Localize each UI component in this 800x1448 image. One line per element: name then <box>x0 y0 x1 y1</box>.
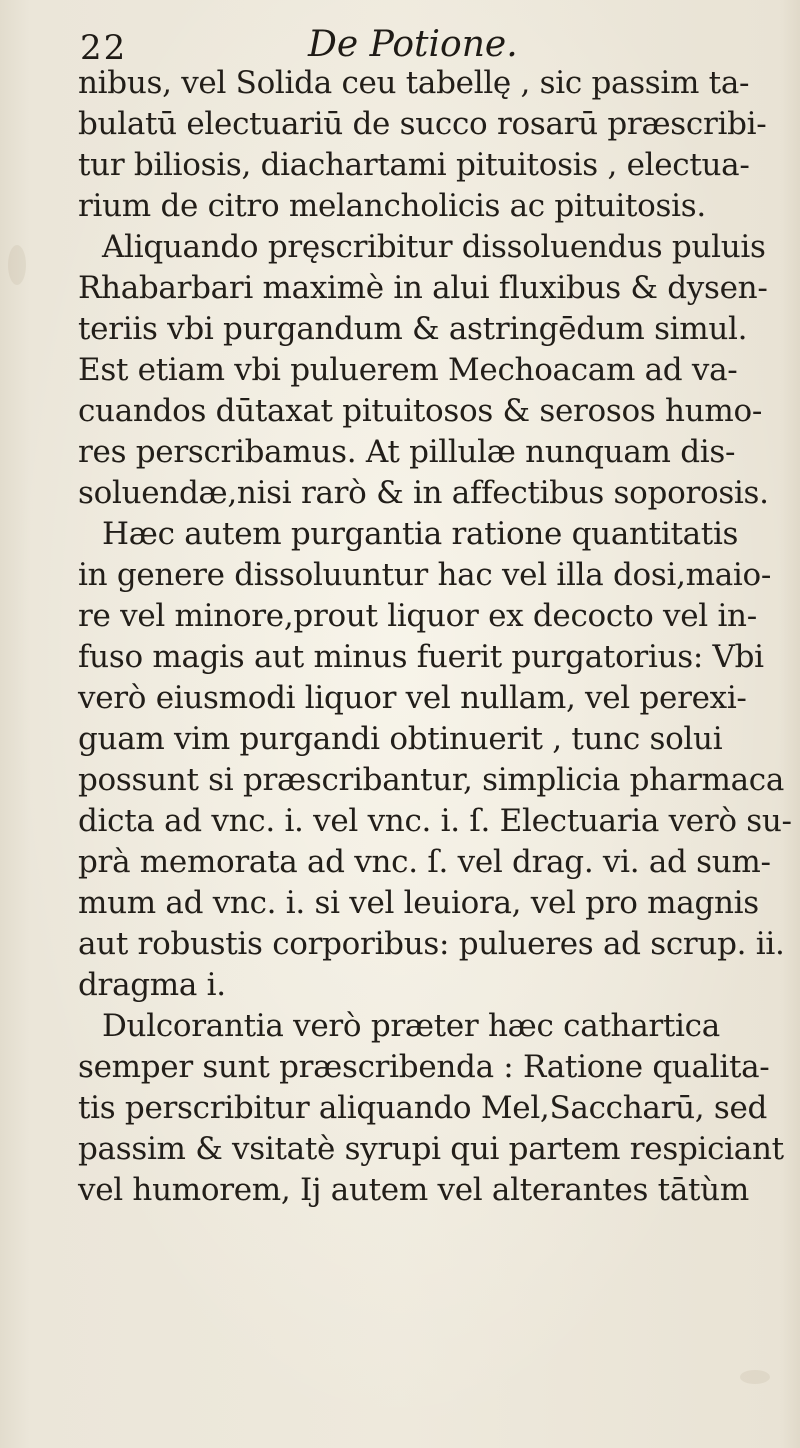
page-header <box>70 20 710 68</box>
text-line: in genere dissoluuntur hac vel illa dosi,maio- <box>78 557 772 593</box>
text-line: dragma i. <box>78 967 226 1003</box>
text-line: Hæc autem purgantia ratione quantitatis <box>102 516 739 552</box>
text-line: dicta ad vnc. i. vel vnc. i. ſ. Electuaria verò su- <box>78 803 792 839</box>
text-line: verò eiusmodi liquor vel nullam, vel perexi- <box>78 680 747 716</box>
text-line: fuso magis aut minus fuerit purgatorius: Vbi <box>78 639 764 675</box>
text-line: res perscribamus. At pillulæ nunquam dis- <box>78 434 736 470</box>
text-line: vel humorem, Ij autem vel alterantes tātùm <box>78 1172 749 1208</box>
text-line: Aliquando pręscribitur dissoluendus puluis <box>102 229 766 265</box>
body-text <box>78 63 792 1211</box>
text-line: Est etiam vbi puluerem Mechoacam ad va- <box>78 352 738 388</box>
text-line: passim & vsitatè syrupi qui partem respiciant <box>78 1131 784 1167</box>
paper-stain <box>740 1370 770 1384</box>
text-line: prà memorata ad vnc. ſ. vel drag. vi. ad sum- <box>78 844 771 880</box>
text-line: possunt si præscribantur, simplicia pharmaca <box>78 762 785 798</box>
text-line: tur biliosis, diachartami pituitosis , electua- <box>78 147 750 183</box>
text-line: rium de citro melancholicis ac pituitosis. <box>78 188 706 224</box>
text-line: guam vim purgandi obtinuerit , tunc solui <box>78 721 723 757</box>
text-line: nibus, vel Solida ceu tabellę , sic passim ta- <box>78 65 750 101</box>
text-line: Rhabarbari maximè in alui fluxibus & dysen- <box>78 270 768 306</box>
text-line: teriis vbi purgandum & astringēdum simul. <box>78 311 748 347</box>
text-line: aut robustis corporibus: pulueres ad scrup. ii. <box>78 926 785 962</box>
text-line: Dulcorantia verò præter hæc cathartica <box>102 1008 720 1044</box>
text-line: semper sunt præscribenda : Ratione qualita- <box>78 1049 770 1085</box>
text-line: soluendæ,nisi rarò & in affectibus soporosis. <box>78 475 769 511</box>
page-number: 22 <box>80 28 128 68</box>
text-line: re vel minore,prout liquor ex decocto vel in- <box>78 598 757 634</box>
running-title: De Potione. <box>308 24 518 65</box>
text-line: bulatū electuariū de succo rosarū præscribi- <box>78 106 767 142</box>
text-line: mum ad vnc. i. si vel leuiora, vel pro magnis <box>78 885 759 921</box>
paper-stain <box>8 245 26 285</box>
text-line: tis perscribitur aliquando Mel,Saccharū, sed <box>78 1090 768 1126</box>
text-line: cuandos dūtaxat pituitosos & serosos humo- <box>78 393 763 429</box>
